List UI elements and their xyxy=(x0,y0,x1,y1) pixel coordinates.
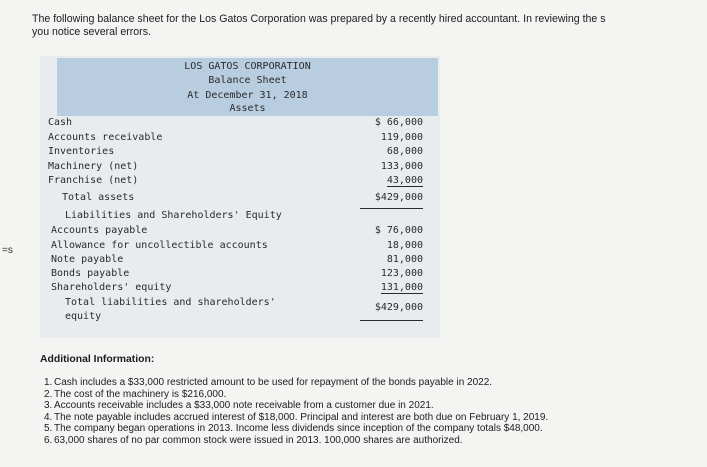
liability-label: Shareholders' equity xyxy=(51,282,172,293)
liability-label: Accounts payable xyxy=(51,225,148,236)
edge-mark: =s xyxy=(2,245,13,256)
statement-title: Balance Sheet xyxy=(208,75,287,86)
list-item: 1. Cash includes a $33,000 restricted amount to be used for repayment of the bonds payable in 2022. xyxy=(44,377,493,388)
liability-label: Note payable xyxy=(51,254,124,265)
list-item: 3. Accounts receivable includes a $33,000 note receivable from a customer due in 2021. xyxy=(44,400,434,412)
problem-intro xyxy=(32,13,704,39)
asset-amount: $ 66,000 xyxy=(374,117,423,128)
liabilities-heading: Liabilities and Shareholders' Equity xyxy=(65,210,282,221)
balance-sheet xyxy=(40,56,440,338)
total-liabilities-amount: $429,000 xyxy=(374,302,423,313)
total-assets-amount: $429,000 xyxy=(374,192,423,203)
list-item: 2. The cost of the machinery is $216,000. xyxy=(44,388,227,400)
company-name: LOS GATOS CORPORATION xyxy=(184,61,311,72)
liability-amount: 81,000 xyxy=(386,254,423,265)
statement-date: At December 31, 2018 xyxy=(187,90,308,101)
liability-label: Allowance for uncollectible accounts xyxy=(51,240,268,251)
additional-info-title: Additional Information: xyxy=(40,354,155,365)
total-liabilities-label-2: equity xyxy=(65,311,102,322)
liability-amount: 18,000 xyxy=(386,240,423,251)
asset-label: Machinery (net) xyxy=(48,161,139,172)
list-item: 5. The company began operations in 2013. Income less dividends since inception of the company totals $48,000. xyxy=(44,423,543,435)
list-item: 4. The note payable includes accrued interest of $18,000. Principal and interest are both due on February 1, 2019. xyxy=(44,411,549,423)
asset-amount: 119,000 xyxy=(380,132,423,143)
asset-amount: 133,000 xyxy=(380,161,423,172)
additional-info-list xyxy=(40,377,700,447)
asset-amount-underlined: 43,000 xyxy=(386,175,423,186)
total-assets-rule xyxy=(360,208,423,209)
asset-label: Franchise (net) xyxy=(48,175,139,186)
asset-label: Cash xyxy=(48,117,73,128)
assets-heading: Assets xyxy=(229,103,266,114)
asset-label: Inventories xyxy=(48,146,115,157)
total-assets-label: Total assets xyxy=(62,192,135,203)
total-liabilities-rule xyxy=(360,320,423,321)
asset-amount xyxy=(357,174,423,188)
list-item: 6. 63,000 shares of no par common stock were issued in 2013. 100,000 shares are authorized. xyxy=(44,434,463,446)
liability-amount xyxy=(357,281,423,295)
total-liabilities-label-1: Total liabilities and shareholders' xyxy=(65,297,276,308)
intro-line-2: you notice several errors. xyxy=(32,26,151,38)
balance-sheet-header xyxy=(57,58,438,116)
liability-amount: 123,000 xyxy=(380,268,423,279)
additional-information xyxy=(40,354,700,447)
liability-label: Bonds payable xyxy=(51,268,130,279)
asset-amount: 68,000 xyxy=(386,146,423,157)
liability-amount-underlined: 131,000 xyxy=(380,282,423,293)
intro-line-1: The following balance sheet for the Los Gatos Corporation was prepared by a recently hired accountant. In reviewing the s xyxy=(32,13,606,25)
asset-label: Accounts receivable xyxy=(48,132,163,143)
liability-amount: $ 76,000 xyxy=(374,225,423,236)
